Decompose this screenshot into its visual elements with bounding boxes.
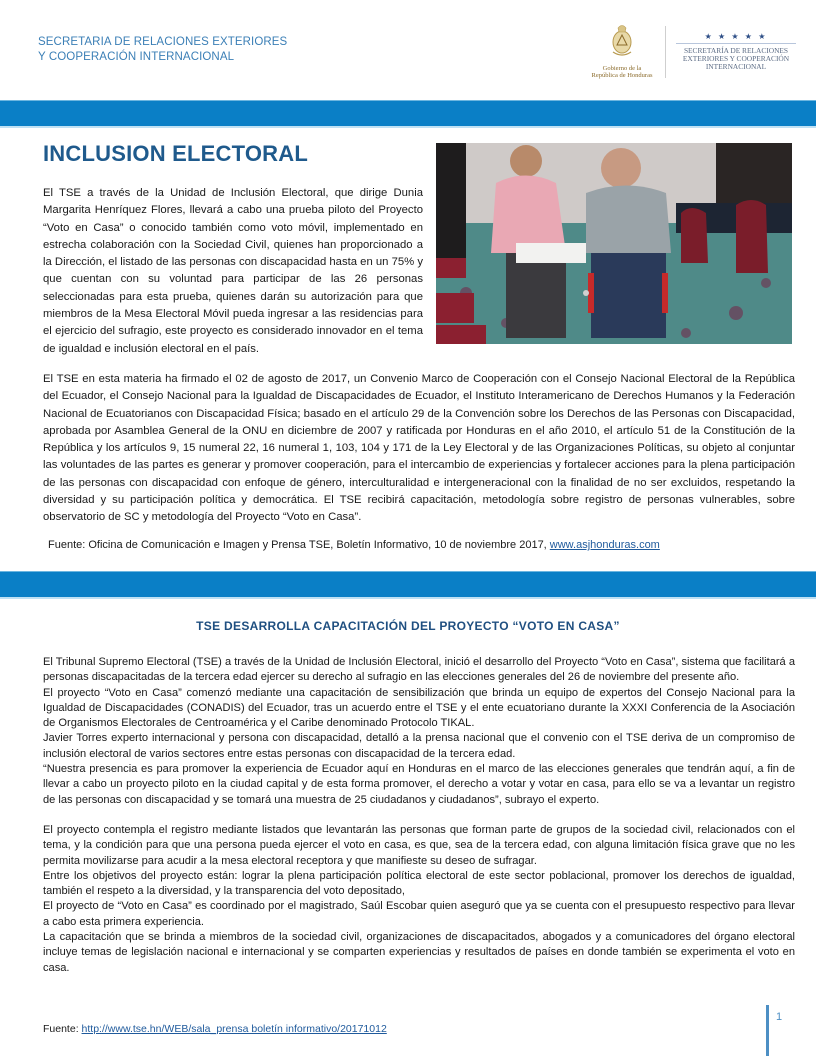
org-name-line1: SECRETARIA DE RELACIONES EXTERIORES — [38, 36, 288, 48]
gov-logo-line1: Gobierno de la — [602, 65, 642, 72]
section-divider-bar — [0, 571, 816, 599]
article1-body-paragraph: El TSE en esta materia ha firmado el 02 de agosto de 2017, un Convenio Marco de Cooperación con el Consejo Nacional Electoral de la República del Ecuador, el Consejo Nacional para la Igualdad de Discapacidades de Ecuador, el Instituto Interamericano de Derechos Humanos y la Federación Nacional de Ecuatorianos con Discapacidad Física; basado en el artículo 29 de la Convención sobre los Derechos de las Personas con Discapacidad, aprobada por Asamblea General de la ONU en diciembre de 2007 y ratificada por Honduras en el año 2010, el artículo 51 de la Constitución de la República y los artículos 9, 15 numeral 22, 16 numeral 1, 103, 104 y 171 de la Ley Electoral y de las Organizaciones Políticas, su objeto al conjuntar las voluntades de las partes es generar y promover cooperación, para el intercambio de experiencias y fortalecer acciones para la plena participación de las personas con discapacidad con enfoque de género, interculturalidad e intergeneracional con la finalidad de no ser excluidos, respetando la diversidad y su participación política y democrática. El TSE recibirá capacitación, metodología sobre registro de personas vulnerables, sobre observatorio de SC y metodología del Proyecto “Voto en Casa”. — [43, 373, 795, 524]
organization-header — [38, 35, 287, 65]
article-photo — [436, 143, 792, 344]
government-logo — [588, 22, 656, 82]
article-title-inclusion-electoral: INCLUSION ELECTORAL — [43, 141, 308, 166]
article2-source — [43, 1023, 387, 1035]
article2-paragraph: El proyecto “Voto en Casa” comenzó mediante una capacitación de sensibilización que brinda un equipo de expertos del Consejo Nacional para la Igualdad de Discapacidades (CONADIS) del Ecuador, tras un acuerdo entre el TSE y el ente ecuatoriano durante la XXXI Conferencia de la Asociación de Organismos Electorales de Centroamérica y el Caribe denominado Protocolo TIKAL. — [43, 686, 795, 730]
article-title-voto-en-casa: TSE DESARROLLA CAPACITACIÓN DEL PROYECTO “VOTO EN CASA” — [196, 619, 620, 633]
article1-intro-paragraph: El TSE a través de la Unidad de Inclusión Electoral, que dirige Dunia Margarita Henríquez Flores, llevará a cabo una prueba piloto del Proyecto “Voto en Casa” o conocido también como voto móvil, implementado en estrecha colaboración con la Sociedad Civil, quienes han proporcionado a la Dirección, el listado de las personas con discapacidad hasta en un 75% y que cuentan con su voluntad para participar de las 26 personas seleccionadas para esta prueba, quienes darán su autorización para que miembros de la Mesa Electoral Móvil pueda ingresar a las residencias para el ejercicio del sufragio, este proyecto es considerado innovador en el tema de igualdad e inclusión electoral en el país. — [43, 187, 423, 355]
page-number-rule — [766, 1005, 769, 1056]
article2-paragraph: Entre los objetivos del proyecto están: lograr la plena participación política electoral de este sector poblacional, promover los derechos de igualdad, también el respeto a la diversidad, y la transparencia del voto depositado, — [43, 869, 795, 898]
photo-meeting-image — [436, 143, 792, 344]
sre-logo-line1: SECRETARÍA DE RELACIONES — [683, 46, 789, 55]
sre-logo-rule — [676, 43, 796, 44]
sre-logo-line2: EXTERIORES Y COOPERACIÓN — [682, 54, 790, 63]
government-logo-text — [588, 65, 656, 79]
org-name-line2: Y COOPERACIÓN INTERNACIONAL — [38, 51, 235, 63]
logo-divider — [665, 26, 666, 78]
article2-source-link[interactable]: http://www.tse.hn/WEB/sala_prensa boletín informativo/20171012 — [81, 1023, 387, 1035]
sre-logo — [672, 32, 800, 71]
honduras-coat-of-arms-icon — [609, 22, 635, 58]
article2-paragraph: El Tribunal Supremo Electoral (TSE) a través de la Unidad de Inclusión Electoral, inició el desarrollo del Proyecto “Voto en Casa”, sistema que facilitará a personas discapacitadas de la tercera edad ejercer su derecho al sufragio en las elecciones generales del 26 de noviembre del presente año. — [43, 656, 795, 684]
article1-source-text: Fuente: Oficina de Comunicación e Imagen y Prensa TSE, Boletín Informativo, 10 de noviembre 2017, — [48, 539, 550, 551]
stars-icon: ★ ★ ★ ★ ★ — [704, 32, 768, 41]
paragraph-gap — [43, 808, 795, 823]
article2-paragraph: El proyecto de “Voto en Casa” es coordinado por el magistrado, Saúl Escobar quien aseguró que ya se cuenta con el presupuesto respectivo para llevar a cabo esta primera experiencia. — [43, 900, 795, 928]
section-divider-bar — [0, 100, 816, 128]
gov-logo-line2: República de Honduras — [591, 72, 653, 79]
article2-body — [43, 655, 795, 976]
article2-paragraph: El proyecto contempla el registro mediante listados que levantarán las personas que forman parte de grupos de la sociedad civil, relacionados con el tema, y la condición para que una persona pueda ejercer el voto en casa, es que, sea de la tercera edad, con alguna limitación física grave que no les permita movilizarse para acudir a la mesa electoral receptora y que manifieste su deseo de sufragar. — [43, 823, 795, 867]
article2-paragraph: “Nuestra presencia es para promover la experiencia de Ecuador aquí en Honduras en el marco de las elecciones generales que tendrán aquí, a fin de llevar a cabo un proyecto piloto en la ciudad capital y de esta forma promover, el derecho a votar y votar en casa, para ello se va a levantar un registro de las personas con discapacidad y se tomará una muestra de 25 ciudadanos y ciudadanos”, subrayo el experto. — [43, 763, 795, 806]
article1-source — [48, 539, 660, 551]
header-logos — [588, 22, 800, 82]
sre-logo-line3: INTERNACIONAL — [705, 62, 767, 71]
article1-source-link[interactable]: www.asjhonduras.com — [549, 539, 660, 551]
article2-source-text: Fuente: — [43, 1023, 82, 1035]
article2-paragraph: La capacitación que se brinda a miembros de la sociedad civil, organizaciones de discapacitados, abogados y a comunicadores del órgano electoral incluye temas de legislación nacional e internacional y se comparten experiencias y resultados de países en donde también se experimenta el voto en casa. — [43, 931, 795, 974]
page-number: 1 — [776, 1011, 783, 1023]
sre-logo-text — [672, 47, 800, 71]
article2-paragraph: Javier Torres experto internacional y persona con discapacidad, detalló a la prensa nacional que el convenio con el TSE deriva de un compromiso de inclusión electoral de varios sectores entre estas personas con discapacidad de la tercera edad. — [43, 732, 795, 760]
